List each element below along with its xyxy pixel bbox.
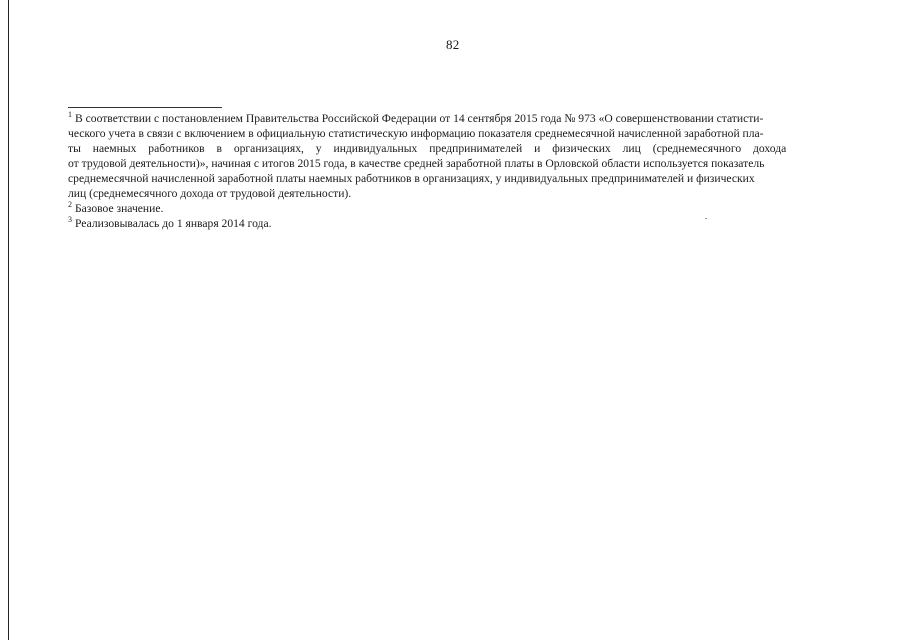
scan-left-edge <box>8 0 9 640</box>
scan-speck <box>705 218 707 219</box>
footnote-1-line: ты наемных работников в организациях, у индивидуальных предпринимателей и физических лиц (среднемесячного дохода <box>68 142 787 155</box>
footnote-1-line: лиц (среднемесячного дохода от трудовой деятельности). <box>68 187 352 200</box>
footnote-2-text: Базовое значение. <box>75 202 164 215</box>
footnote-1-line: среднемесячной начисленной заработной платы наемных работников в организациях, у индивидуальных предпринимателей и физических <box>68 172 755 185</box>
footnote-3 <box>68 216 844 231</box>
footnote-2-marker: 2 <box>68 200 72 209</box>
page-number: 82 <box>446 37 460 52</box>
footnote-1-line: ческого учета в связи с включением в официальную статистическую информацию показателя среднемесячной начисленной заработной пла- <box>68 127 764 140</box>
footnote-3-text: Реализовывалась до 1 января 2014 года. <box>75 217 272 230</box>
footnote-1-marker: 1 <box>68 110 72 119</box>
footnote-1-line: $^1$ В соответствии с постановлением Правительства Российской Федерации от 14 сентября 2015 года № 973 «О совершенствовании статисти- <box>68 110 764 125</box>
footnote-separator <box>68 107 222 108</box>
footnote-1 <box>68 111 844 201</box>
footnote-2 <box>68 201 844 216</box>
footnote-3-marker: 3 <box>68 215 72 224</box>
footnote-1-line: от трудовой деятельности)», начиная с итогов 2015 года, в качестве средней заработной платы в Орловской области используется показатель <box>68 157 765 170</box>
footnotes-block <box>68 111 844 231</box>
